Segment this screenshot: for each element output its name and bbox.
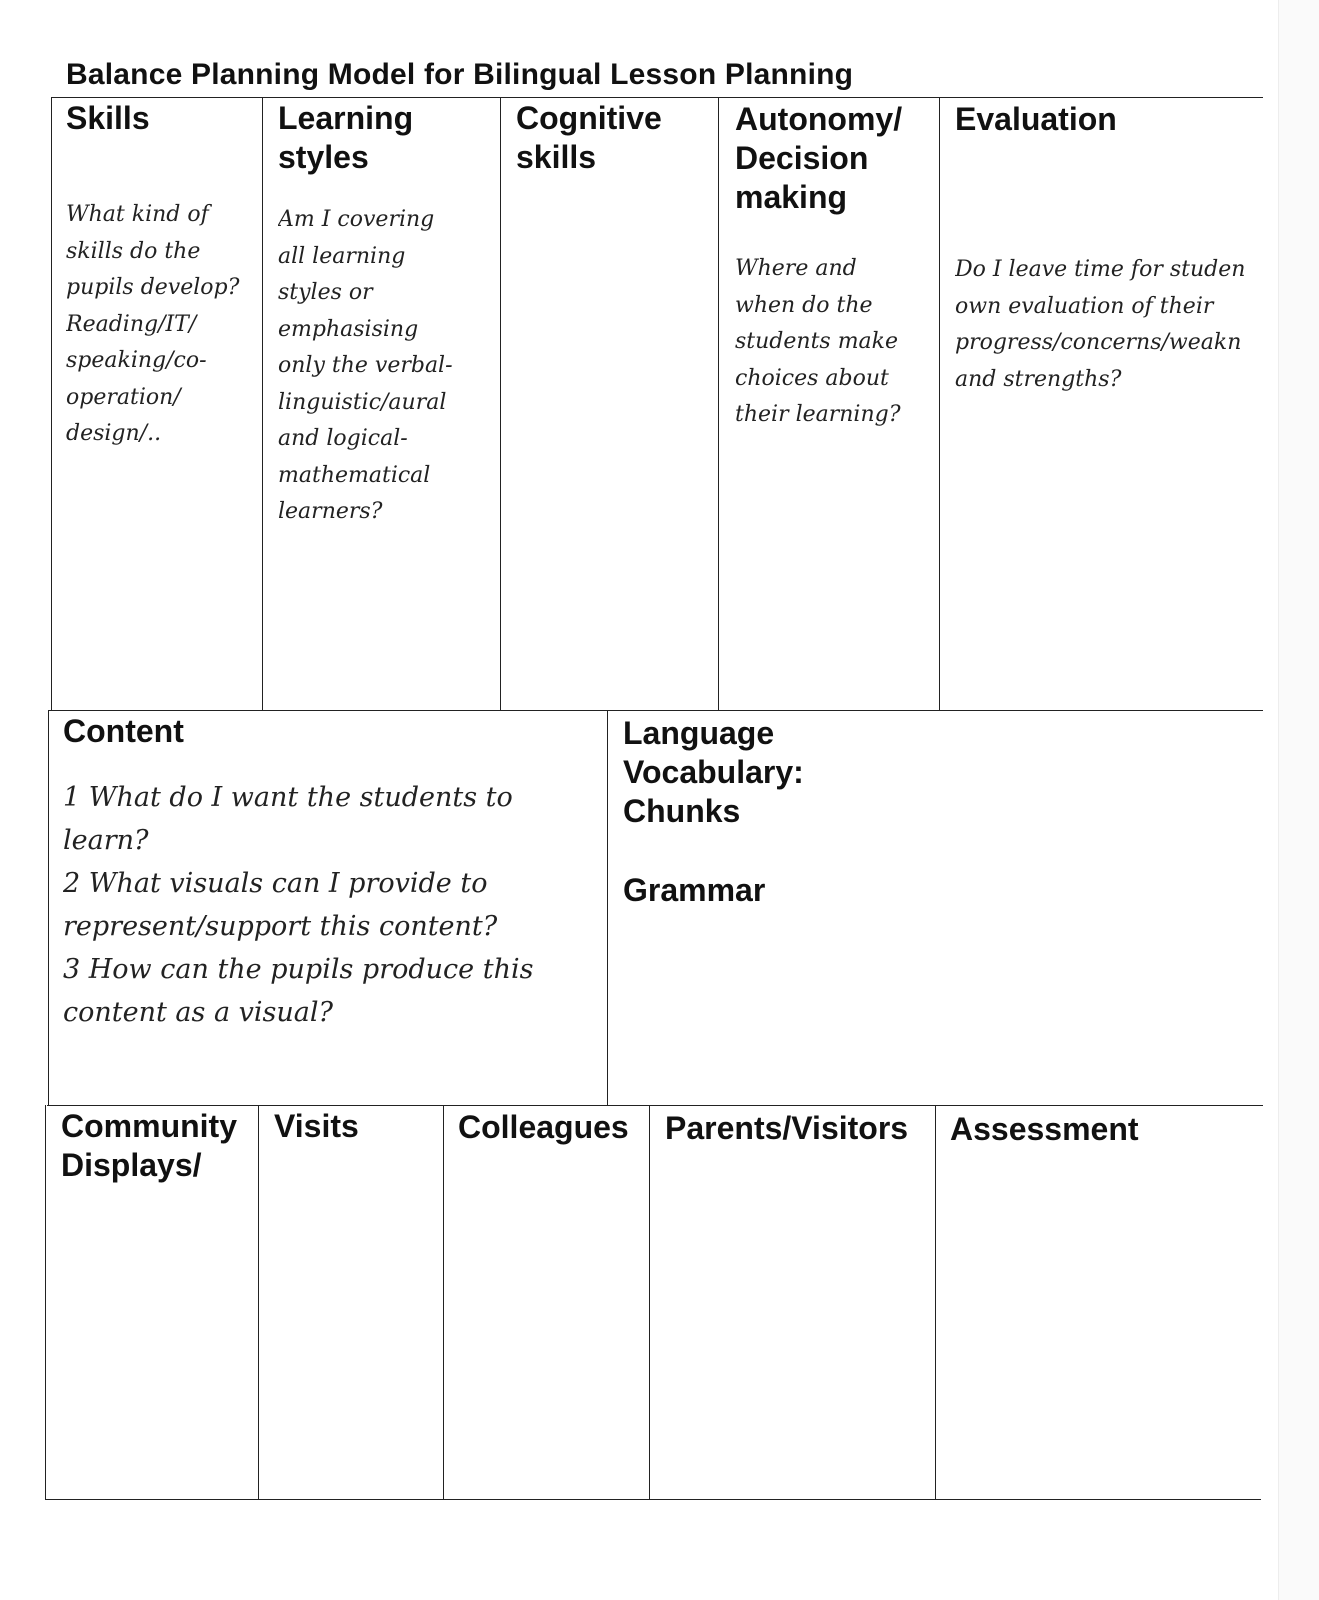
cognitive-skills-cell (516, 99, 716, 699)
evaluation-heading: Evaluation (955, 101, 1117, 137)
learning-styles-heading: Learning styles (278, 100, 414, 175)
visits-cell (274, 1107, 440, 1497)
content-heading: Content (63, 713, 184, 749)
evaluation-cell (955, 100, 1275, 700)
row3-divider-4 (935, 1105, 936, 1499)
grid-line-left-low (45, 1105, 46, 1499)
language-cell (623, 714, 1253, 1104)
content-prompt: 1 What do I want the students to learn? 2 What visuals can I provide to represent/support this content? 3 How can the pupils produce this content as a visual? (63, 782, 534, 1028)
autonomy-heading: Autonomy/ Decision making (735, 101, 903, 215)
visits-heading: Visits (274, 1108, 359, 1144)
assessment-heading: Assessment (950, 1111, 1139, 1147)
language-heading: Language Vocabulary: Chunks (623, 715, 804, 829)
grammar-heading: Grammar (623, 872, 766, 908)
row1-divider-4 (939, 97, 940, 710)
skills-heading: Skills (66, 100, 150, 136)
row1-divider-2 (500, 97, 501, 710)
parents-visitors-cell (665, 1109, 933, 1499)
community-displays-heading: Community Displays/ (61, 1108, 237, 1183)
evaluation-prompt: Do I leave time for studen own evaluation of their progress/concerns/weakn and strengths? (955, 257, 1246, 392)
skills-prompt: What kind of skills do the pupils develop? Reading/IT/ speaking/co- operation/ design/.. (66, 202, 240, 446)
content-cell (63, 712, 603, 1102)
grid-line-row2-bottom (47, 1105, 1263, 1106)
autonomy-prompt: Where and when do the students make choices about their learning? (735, 256, 901, 427)
learning-styles-prompt: Am I covering all learning styles or emphasising only the verbal- linguistic/aural and logical- mathematical learners? (278, 207, 453, 524)
row3-divider-2 (443, 1105, 444, 1499)
grid-line-left (51, 97, 52, 710)
page-title: Balance Planning Model for Bilingual Lesson Planning (66, 58, 854, 91)
colleagues-cell (458, 1108, 648, 1498)
row3-divider-3 (649, 1105, 650, 1499)
skills-cell (66, 99, 260, 699)
grid-line-bottom (45, 1499, 1261, 1500)
row1-divider-1 (262, 97, 263, 710)
community-displays-cell (61, 1107, 257, 1497)
grid-line-row1-bottom (49, 710, 1263, 711)
assessment-cell (950, 1110, 1250, 1498)
grid-line-top (52, 97, 1263, 98)
row2-divider (607, 710, 608, 1105)
grid-line-left-mid (48, 710, 49, 1105)
row3-divider-1 (258, 1105, 259, 1499)
cognitive-skills-heading: Cognitive skills (516, 100, 662, 175)
parents-visitors-heading: Parents/Visitors (665, 1110, 909, 1146)
autonomy-cell (735, 100, 937, 700)
colleagues-heading: Colleagues (458, 1109, 629, 1145)
row1-divider-3 (718, 97, 719, 710)
learning-styles-cell (278, 99, 498, 699)
